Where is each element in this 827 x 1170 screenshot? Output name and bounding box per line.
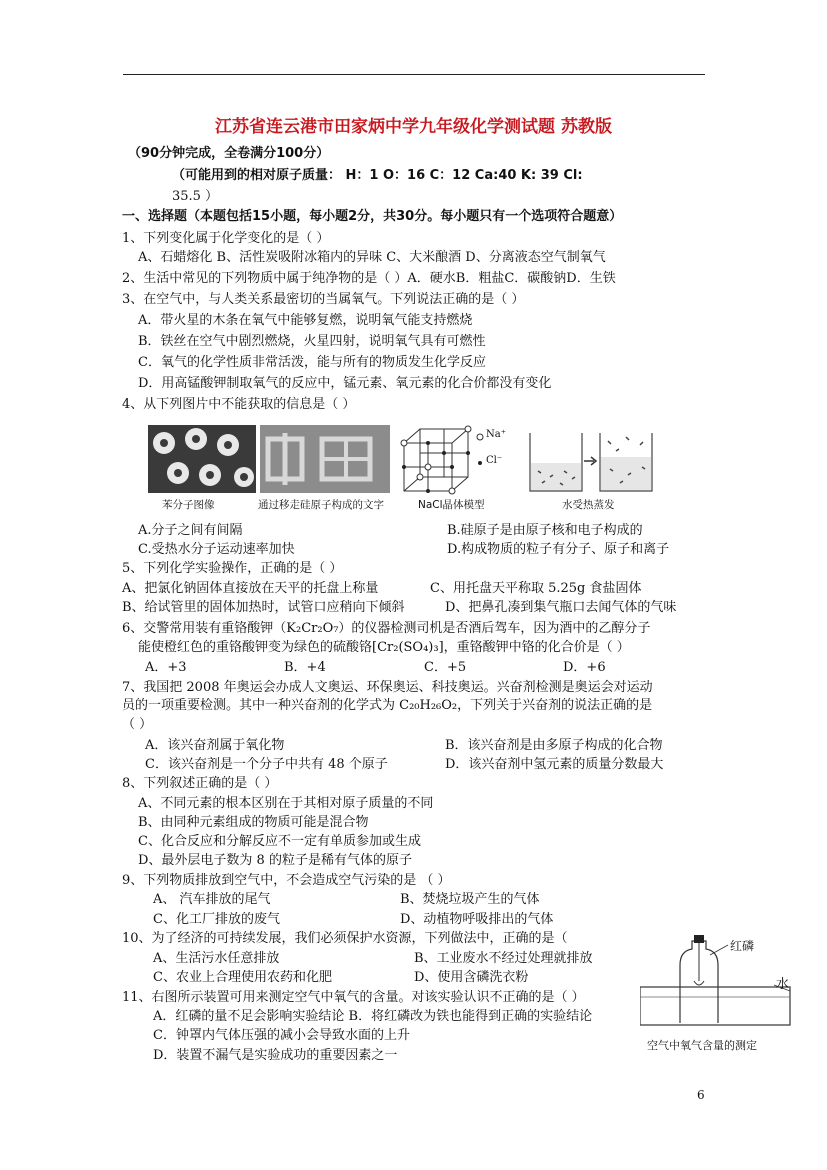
oxygen-apparatus-diagram	[640, 935, 800, 1035]
q6-option-a: A．+3	[145, 660, 187, 675]
q2-stem: 2、生活中常见的下列物质中属于纯净物的是（ ）A．硬水B．粗盐C．碳酸钠D．生铁	[122, 271, 616, 286]
q7-stem-2: 员的一项重要检测。其中一种兴奋剂的化学式为 C₂₀H₂₆O₂，下列关于兴奋剂的说法正确的是	[122, 698, 653, 713]
q4-option-a: A.分子之间有间隔	[138, 523, 243, 538]
q8-option-b: B、由同种元素组成的物质可能是混合物	[138, 815, 369, 830]
q10-option-d: D、使用含磷洗衣粉	[414, 970, 529, 985]
q11-option-d: D．装置不漏气是实验成功的重要因素之一	[153, 1048, 398, 1063]
q6-option-d: D．+6	[563, 660, 606, 675]
silicon-atoms-image	[260, 425, 390, 493]
q10-option-c: C、农业上合理使用农药和化肥	[153, 970, 332, 985]
q9-stem: 9、下列物质排放到空气中，不会造成空气污染的是 （ ）	[122, 873, 451, 888]
q7-option-b: B．该兴奋剂是由多原子构成的化合物	[445, 738, 663, 753]
q11-option-c: C．钟罩内气体压强的减小会导致水面的上升	[153, 1028, 410, 1043]
q7-stem-3: （ ）	[122, 717, 153, 732]
q5-option-c: C、用托盘天平称取 5.25g 食盐固体	[430, 581, 642, 596]
caption-nacl: NaCl晶体模型	[418, 499, 485, 511]
atomic-mass-line: （可能用到的相对原子质量： H：1 O：16 C：12 Ca:40 K: 39 Cl:	[172, 168, 583, 183]
q3-option-b: B．铁丝在空气中剧烈燃烧，火星四射，说明氧气具有可燃性	[138, 334, 486, 349]
q3-option-a: A．带火星的木条在氧气中能够复燃，说明氧气能支持燃烧	[138, 313, 473, 328]
q10-option-b: B、工业废水不经过处理就排放	[414, 951, 593, 966]
section-heading: 一、选择题（本题包括15小题，每小题2分，共30分。每小题只有一个选项符合题意）	[122, 209, 623, 224]
q6-option-b: B．+4	[284, 660, 326, 675]
caption-benzene: 苯分子图像	[162, 499, 215, 511]
q3-stem: 3、在空气中，与人类关系最密切的当属氧气。下列说法正确的是（ ）	[122, 292, 525, 307]
apparatus-caption: 空气中氧气含量的测定	[647, 1039, 757, 1052]
label-red-phosphorus: 红磷	[730, 939, 755, 953]
q9-option-c: C、化工厂排放的废气	[153, 912, 280, 927]
q8-option-c: C、化合反应和分解反应不一定有单质参加或生成	[138, 834, 421, 849]
caption-silicon: 通过移走硅原子构成的文字	[258, 499, 384, 511]
water-evaporation-image	[526, 425, 662, 495]
nacl-crystal-model	[398, 425, 518, 495]
q4-option-c: C.受热水分子运动速率加快	[138, 542, 295, 557]
label-water: 水	[776, 977, 790, 992]
page-number: 6	[697, 1088, 705, 1102]
q9-option-d: D、动植物呼吸排出的气体	[400, 912, 554, 927]
page-title: 江苏省连云港市田家炳中学九年级化学测试题 苏教版	[215, 117, 612, 137]
q6-option-c: C．+5	[424, 660, 467, 675]
legend-na: Na⁺	[486, 429, 506, 440]
q5-stem: 5、下列化学实验操作，正确的是（ ）	[122, 561, 343, 576]
atomic-mass-cont: 35.5 ）	[172, 189, 219, 204]
q9-option-a: A、 汽车排放的尾气	[153, 892, 271, 907]
q7-option-a: A．该兴奋剂属于氧化物	[145, 738, 285, 753]
q11-option-ab: A．红磷的量不足会影响实验结论 B．将红磷改为铁也能得到正确的实验结论	[153, 1009, 593, 1024]
q10-stem: 10、为了经济的可持续发展，我们必须保护水资源，下列做法中，正确的是（	[122, 931, 568, 946]
q5-option-d: D、把鼻孔凑到集气瓶口去闻气体的气味	[445, 600, 677, 615]
q3-option-d: D．用高锰酸钾制取氧气的反应中，锰元素、氧元素的化合价都没有变化	[138, 376, 552, 391]
q3-option-c: C．氧气的化学性质非常活泼，能与所有的物质发生化学反应	[138, 355, 486, 370]
q7-stem-1: 7、我国把 2008 年奥运会办成人文奥运、环保奥运、科技奥运。兴奋剂检测是奥运会对运动	[122, 680, 653, 695]
time-note: （90分钟完成，全卷满分100分）	[128, 146, 330, 161]
q5-option-a: A、把氯化钠固体直接放在天平的托盘上称量	[122, 581, 379, 596]
caption-water: 水受热蒸发	[562, 499, 615, 511]
q4-option-d: D.构成物质的粒子有分子、原子和离子	[447, 542, 670, 557]
benzene-image	[148, 425, 256, 493]
q8-option-d: D、最外层电子数为 8 的粒子是稀有气体的原子	[138, 853, 412, 868]
q8-stem: 8、下列叙述正确的是（ ）	[122, 776, 278, 791]
legend-cl: Cl⁻	[486, 455, 503, 466]
q4-stem: 4、从下列图片中不能获取的信息是（ ）	[122, 397, 356, 412]
q10-option-a: A、生活污水任意排放	[153, 951, 280, 966]
q8-option-a: A、不同元素的根本区别在于其相对原子质量的不同	[138, 796, 434, 811]
q7-option-c: C．该兴奋剂是一个分子中共有 48 个原子	[145, 757, 388, 772]
header-rule	[123, 74, 705, 75]
q4-option-b: B.硅原子是由原子核和电子构成的	[447, 523, 643, 538]
q7-option-d: D．该兴奋剂中氢元素的质量分数最大	[445, 757, 664, 772]
q9-option-b: B、焚烧垃圾产生的气体	[400, 892, 540, 907]
q5-option-b: B、给试管里的固体加热时，试管口应稍向下倾斜	[122, 600, 405, 615]
q11-stem: 11、右图所示装置可用来测定空气中氧气的含量。对该实验认识不正确的是（ ）	[122, 990, 585, 1005]
q1-options: A、石蜡熔化 B、活性炭吸附冰箱内的异味 C、大米酿酒 D、分离液态空气制氧气	[138, 250, 606, 265]
q1-stem: 1、下列变化属于化学变化的是（ ）	[122, 231, 330, 246]
q6-stem-1: 6、交警常用装有重铬酸钾（K₂Cr₂O₇）的仪器检测司机是否酒后驾车，因为酒中的乙醇分子	[122, 621, 651, 636]
q6-stem-2: 能使橙红色的重铬酸钾变为绿色的硫酸铬[Cr₂(SO₄)₃]，重铬酸钾中铬的化合价是（ ）	[138, 640, 630, 655]
